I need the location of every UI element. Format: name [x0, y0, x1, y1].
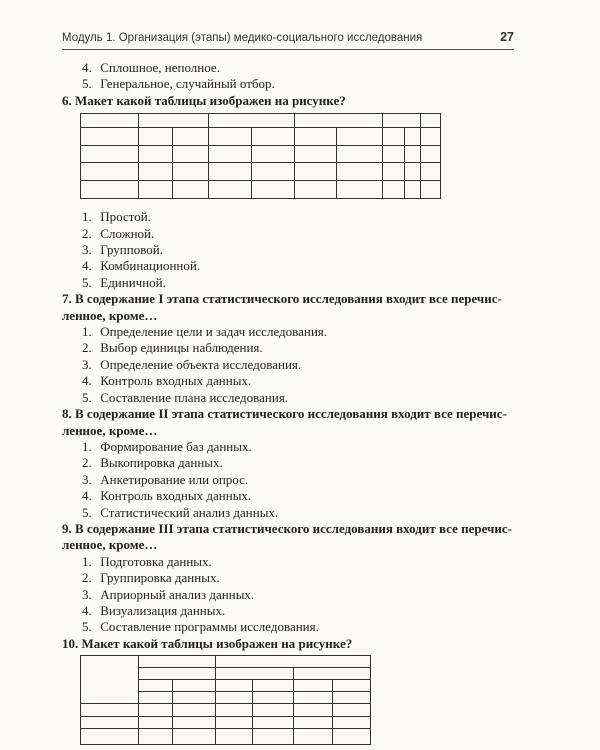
table-mockup-2	[80, 655, 372, 745]
page-number: 27	[500, 30, 514, 44]
answer-option: 5. Единичной.	[82, 274, 166, 290]
table-outline	[81, 656, 371, 745]
running-header-title: Модуль 1. Организация (этапы) медико-социального исследования	[62, 32, 423, 44]
answer-option: 1. Простой.	[82, 209, 151, 225]
question-7-title: 7. В содержание I этапа статистического исследования входит все перечис- ленное, кроме…	[62, 291, 502, 323]
answer-option: 4. Сплошное, неполное.	[82, 60, 220, 75]
page-content	[62, 60, 516, 745]
answer-option: 4. Визуализация данных.	[82, 602, 226, 618]
answer-option: 3. Определение объекта исследования.	[82, 356, 302, 372]
answer-option: 4. Контроль входных данных.	[82, 373, 252, 389]
answer-option: 2. Сложной.	[82, 225, 155, 241]
answer-option: 3. Анкетирование или опрос.	[82, 471, 249, 487]
answer-option: 1. Формирование баз данных.	[82, 438, 252, 454]
answer-option: 5. Статистический анализ данных.	[82, 504, 279, 520]
answer-option: 4. Комбинационной.	[82, 258, 201, 274]
table-outline	[81, 114, 441, 199]
answer-option: 2. Выкопировка данных.	[82, 455, 223, 471]
answer-option: 5. Составление программы исследования.	[82, 619, 319, 635]
answer-option: 3. Априорный анализ данных.	[82, 586, 255, 602]
answer-option: 3. Групповой.	[82, 242, 163, 258]
question-9-title: 9. В содержание III этапа статистического исследования входит все перечис- ленное, кроме…	[62, 520, 512, 553]
answer-option: 5. Составление плана исследования.	[82, 389, 289, 405]
question-6-title: 6. Макет какой таблицы изображен на рисунке?	[62, 92, 346, 108]
answer-option: 1. Подготовка данных.	[82, 553, 212, 569]
answer-option: 1. Определение цели и задач исследования.	[82, 324, 328, 340]
running-header	[62, 30, 514, 50]
answer-option: 2. Группировка данных.	[82, 570, 220, 586]
answer-option: 2. Выбор единицы наблюдения.	[82, 340, 263, 356]
question-10-title: 10. Макет какой таблицы изображен на рисунке?	[62, 635, 353, 651]
answer-option: 4. Контроль входных данных.	[82, 488, 252, 504]
question-8-title: 8. В содержание II этапа статистического исследования входит все перечис- ленное, кроме…	[62, 406, 507, 438]
table-mockup-1	[80, 113, 442, 199]
answer-option: 5. Генеральное, случайный отбор.	[82, 76, 275, 92]
